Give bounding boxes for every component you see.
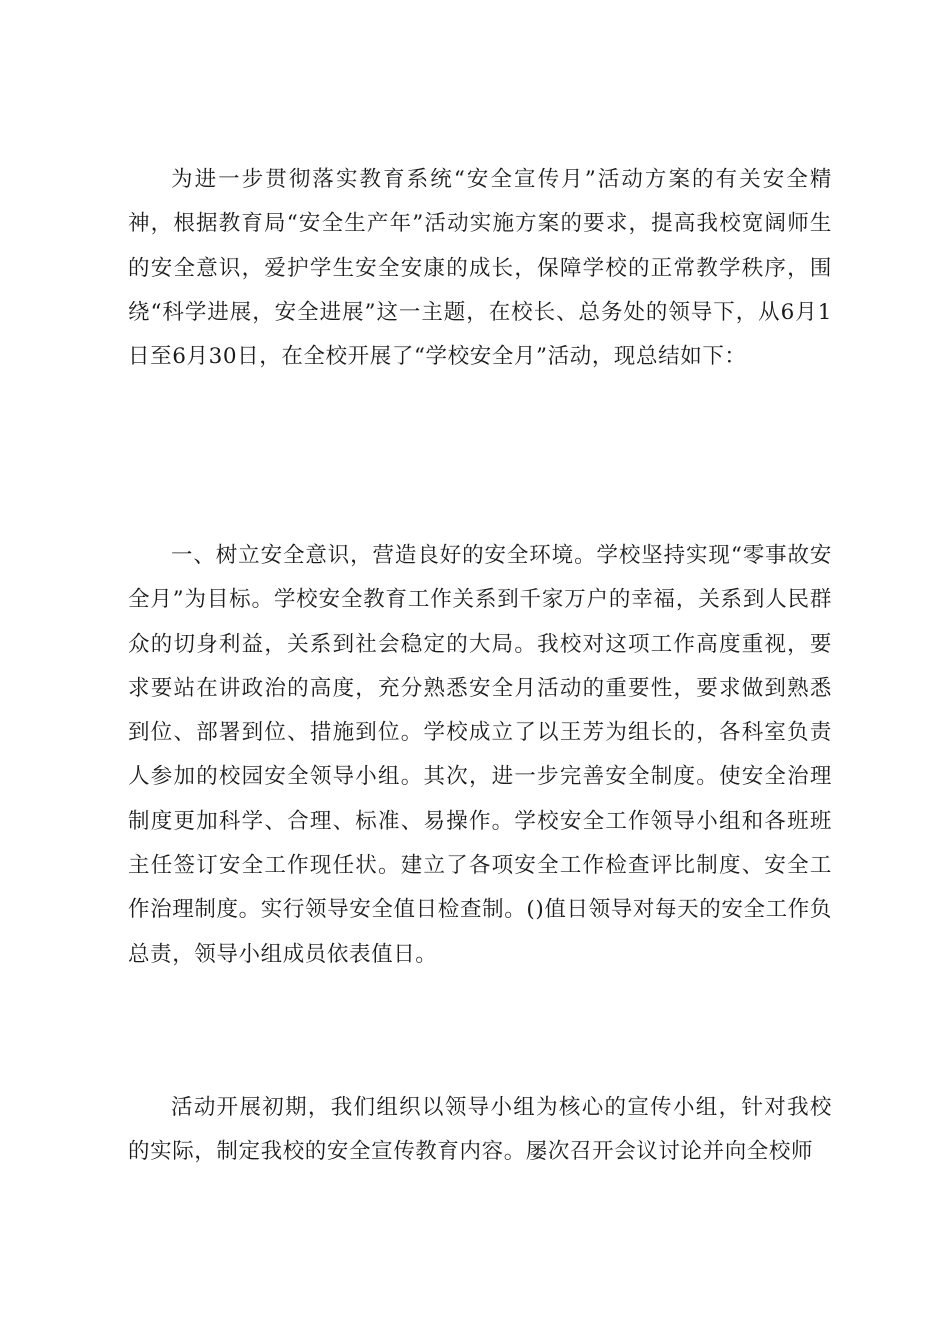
section-one-paragraph: 一、树立安全意识，营造良好的安全环境。学校坚持实现“零事故安全月”为目标。学校安全教育工作关系到千家万户的幸福，关系到人民群众的切身利益，关系到社会稳定的大局。我校对这项工作高度重视，要求要站在讲政治的高度，充分熟悉安全月活动的重要性，要求做到熟悉到位、部署到位、措施到位。学校成立了以王芳为组长的，各科室负责人参加的校园安全领导小组。其次，进一步完善安全制度。使安全治理制度更加科学、合理、标准、易操作。学校安全工作领导小组和各班班主任签订安全工作现任状。建立了各项安全工作检查评比制度、安全工作治理制度。实行领导安全值日检查制。()值日领导对每天的安全工作负总责，领导小组成员依表值日。 bbox=[128, 543, 832, 967]
activity-paragraph: 活动开展初期，我们组织以领导小组为核心的宣传小组，针对我校的实际，制定我校的安全宣传教育内容。屡次召开会议讨论并向全校师 bbox=[128, 1095, 832, 1165]
intro-paragraph: 为进一步贯彻落实教育系统“安全宣传月”活动方案的有关安全精神，根据教育局“安全生产年”活动实施方案的要求，提高我校宽阔师生的安全意识，爱护学生安全安康的成长，保障学校的正常教学秩序，围绕“科学进展，安全进展”这一主题，在校长、总务处的领导下，从6月1日至6月30日，在全校开展了“学校安全月”活动，现总结如下： bbox=[128, 167, 832, 370]
